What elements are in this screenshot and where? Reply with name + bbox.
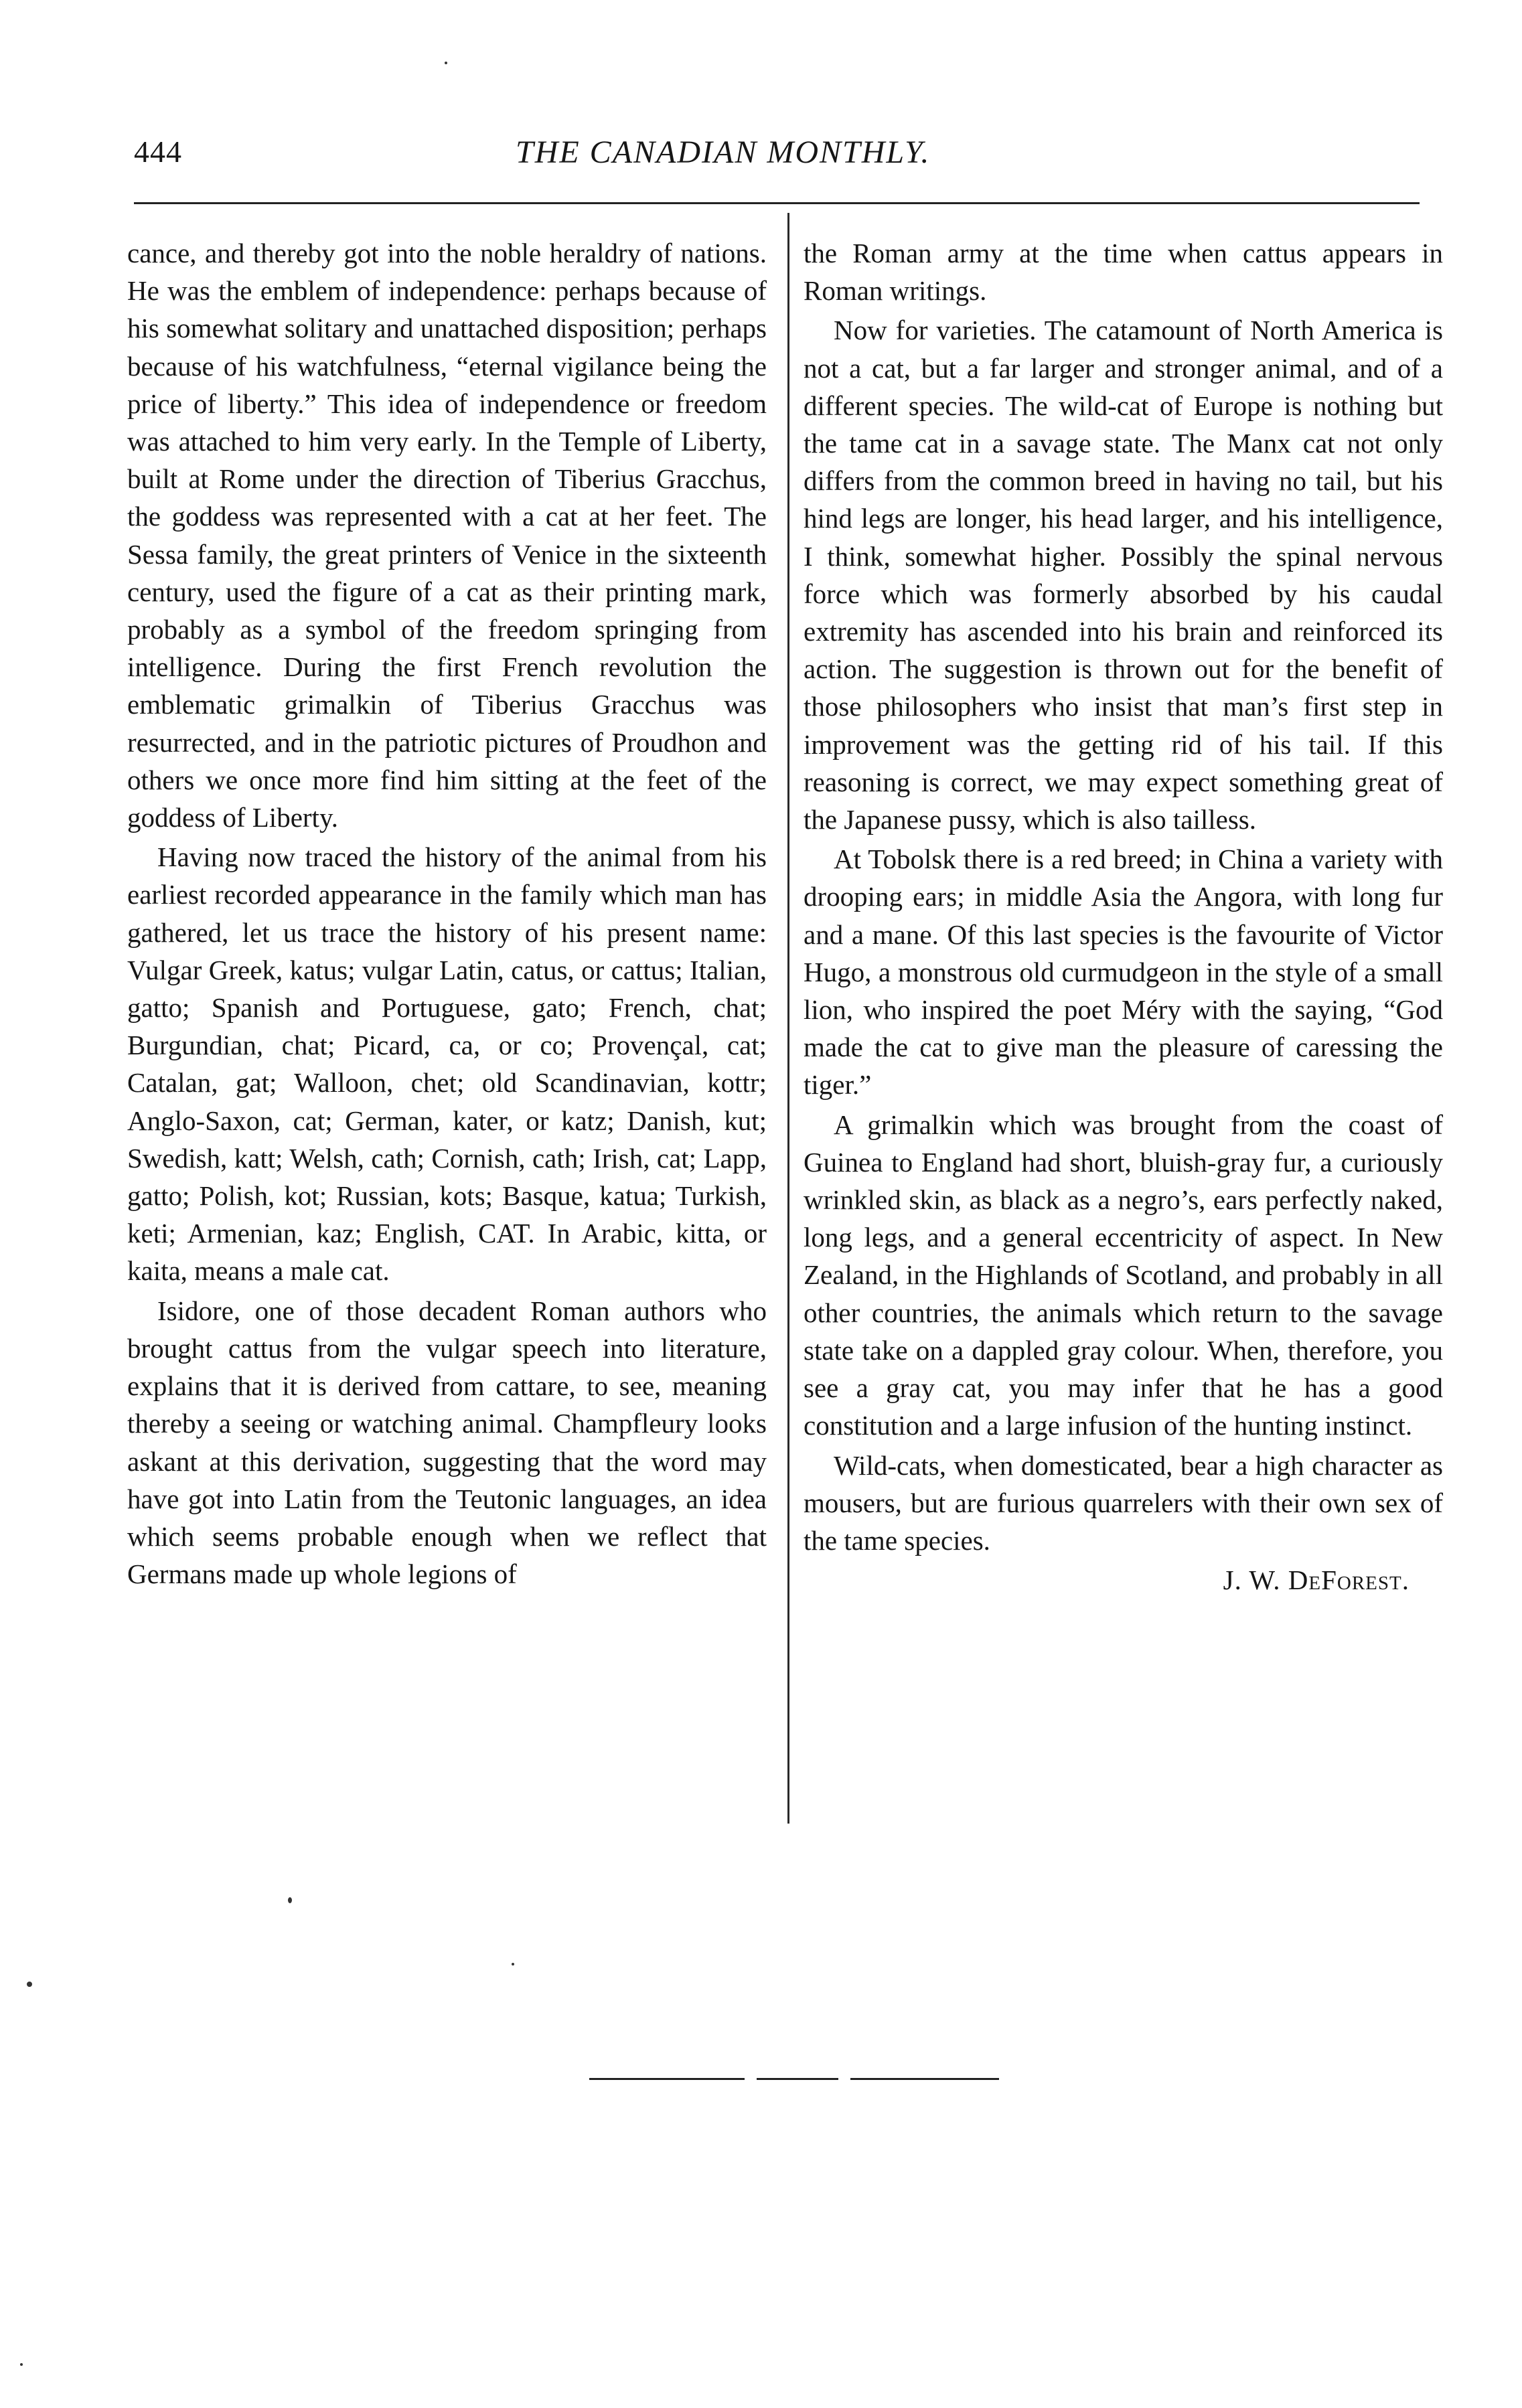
paragraph: Wild-cats, when domesticated, bear a high character as mousers, but are furious quarrelers with their own sex of the tame species.	[804, 1449, 1443, 1556]
page-number: 444	[134, 135, 182, 169]
scan-speck	[27, 1982, 32, 1987]
paragraph: A grimalkin which was brought from the coast of Guinea to England had short, bluish-gray fur, a curiously wrinkled skin, as black as a negro’s, ears perfectly naked, long legs, and a general eccentricity of aspect. In New Zealand, in the Highlands of Scotland, and probably in all other countries, the animals which return to the savage state take on a dappled gray colour. When, therefore, you see a gray cat, you may infer that he has a good constitution and a large infusion of the hunting instinct.	[804, 1109, 1443, 1441]
paragraph: cance, and thereby got into the noble heraldry of nations. He was the emblem of independence: perhaps because of his somewhat solitary and unattached disposition; perhaps because of his watchfulness, “eternal vigilance being the price of liberty.” This idea of independence or freedom was attached to him very early. In the Temple of Liberty, built at Rome under the direction of Tiberius Gracchus, the goddess was represented with a cat at her feet. The Sessa family, the great printers of Venice in the sixteenth century, used the figure of a cat as their printing mark, probably as a symbol of the freedom springing from intelligence. During the first French revolution the emblematic grimalkin of Tiberius Gracchus was resurrected, and in the patriotic pictures of Proudhon and others we once more find him sitting at the feet of the goddess of Liberty.	[127, 238, 767, 833]
column-divider	[787, 213, 789, 1824]
paragraph: Isidore, one of those decadent Roman authors who brought cattus from the vulgar speech into literature, explains that it is derived from cattare, to see, meaning thereby a seeing or watching animal. Champfleury looks askant at this derivation, suggesting that the word may have got into Latin from the Teutonic languages, an idea which seems probable enough when we reflect that Germans made up whole legions of	[127, 1295, 767, 1590]
page-header	[0, 134, 1522, 194]
end-rule	[757, 2078, 838, 2080]
paragraph: the Roman army at the time when cattus appears in Roman writings.	[804, 238, 1443, 307]
right-column	[804, 234, 1443, 1599]
paragraph: Now for varieties. The catamount of North America is not a cat, but a far larger and stronger animal, and of a different species. The wild-cat of Europe is nothing but the tame cat in a savage state. The Manx cat not only differs from the common breed in having no tail, but his hind legs are longer, his head larger, and his intelligence, I think, somewhat higher. Possibly the spinal nervous force which was formerly absorbed by his caudal extremity has ascended into his brain and reinforced its action. The suggestion is thrown out for the benefit of those philosophers who insist that man’s first step in improvement was the getting rid of his tail. If this reasoning is correct, we may expect something great of the Japanese pussy, which is also tailless.	[804, 315, 1443, 835]
end-rule	[850, 2078, 999, 2080]
scan-speck	[288, 1897, 292, 1903]
end-rule	[589, 2078, 745, 2080]
scan-speck	[512, 1963, 514, 1965]
scan-speck	[20, 2363, 23, 2366]
paragraph: At Tobolsk there is a red breed; in China a variety with drooping ears; in middle Asia the Angora, with long fur and a mane. Of this last species is the favourite of Victor Hugo, a monstrous old curmudgeon in the style of a small lion, who inspired the poet Méry with the saying, “God made the cat to give man the pleasure of caressing the tiger.”	[804, 844, 1443, 1101]
header-rule	[134, 202, 1420, 204]
scan-speck	[445, 62, 447, 64]
running-title: THE CANADIAN MONTHLY.	[516, 135, 931, 170]
left-column	[127, 234, 767, 1593]
author-signature: J. W. DeForest.	[1223, 1564, 1410, 1596]
paragraph: Having now traced the history of the animal from his earliest recorded appearance in the family which man has gathered, let us trace the history of his present name: Vulgar Greek, katus; vulgar Latin, catus, or cattus; Italian, gatto; Spanish and Portuguese, gato; French, chat; Burgundian, chat; Picard, ca, or co; Provençal, cat; Catalan, gat; Walloon, chet; old Scandinavian, kottr; Anglo-Saxon, cat; German, kater, or katz; Danish, kut; Swedish, katt; Welsh, cath; Cornish, cath; Irish, cat; Lapp, gatto; Polish, kot; Russian, kots; Basque, katua; Turkish, keti; Armenian, kaz; English, CAT. In Arabic, kitta, or kaita, means a male cat.	[127, 841, 767, 1287]
